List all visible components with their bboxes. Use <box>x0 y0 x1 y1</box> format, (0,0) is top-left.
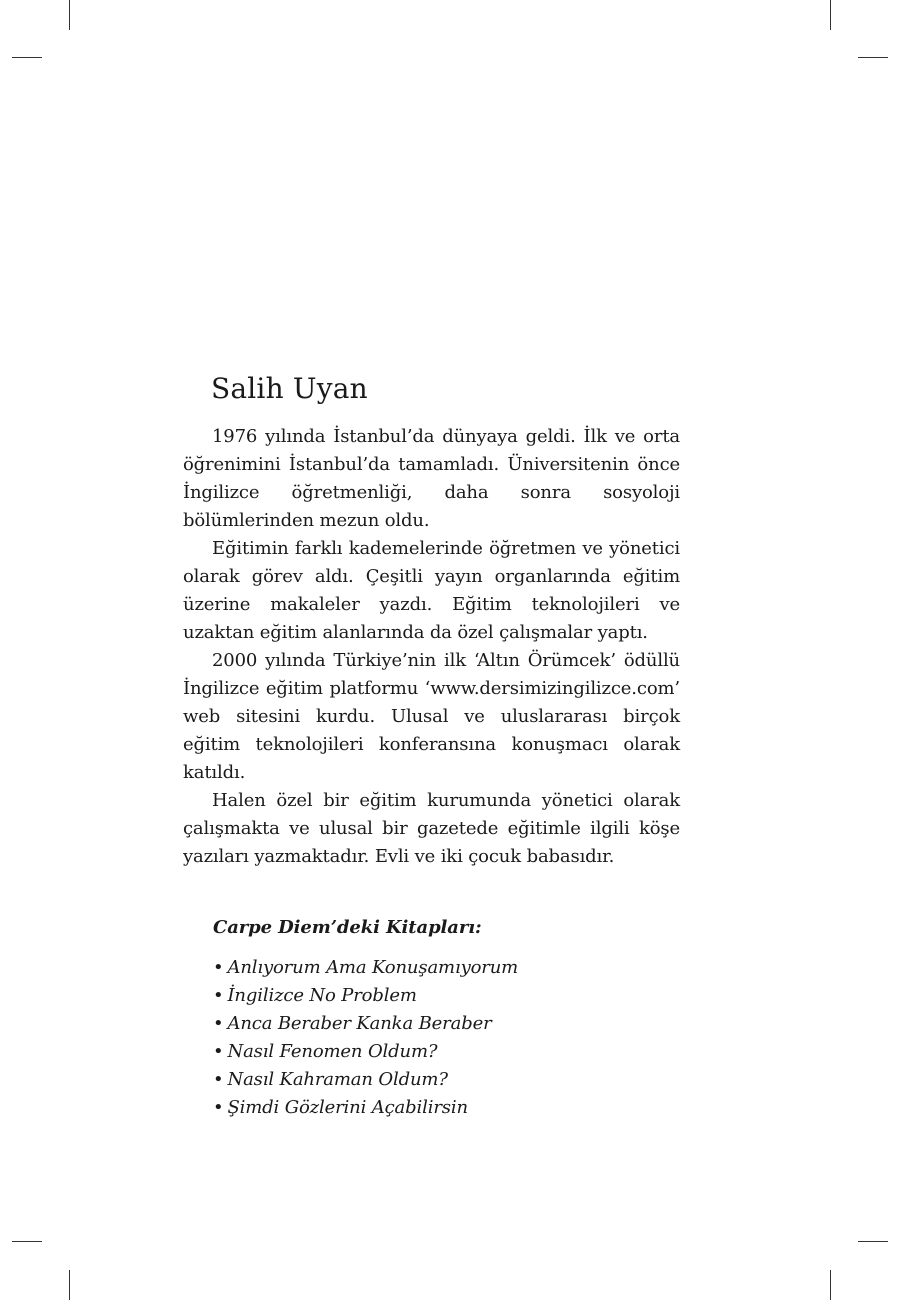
bullet-icon: • <box>213 985 224 1006</box>
book-title: Nasıl Kahraman Oldum? <box>227 1069 448 1090</box>
page-content <box>183 372 680 1122</box>
crop-mark-top-right <box>830 0 831 30</box>
book-list-item <box>213 1066 680 1094</box>
books-heading: Carpe Diem’deki Kitapları: <box>213 917 482 938</box>
book-list-item <box>213 982 680 1010</box>
book-list-item <box>213 1094 680 1122</box>
bullet-icon: • <box>213 1041 224 1062</box>
book-list <box>213 954 680 1122</box>
bio-paragraph: 2000 yılında Türkiye’nin ilk ‘Altın Örümcek’ ödüllü İngilizce eğitim platformu ‘www.dersimizingilizce.com’ web sitesini kurdu. Ulusal ve uluslararası birçok eğitim teknolojileri konferansına konuşmacı olarak katıldı. <box>183 650 680 783</box>
book-title: Anlıyorum Ama Konuşamıyorum <box>227 957 519 978</box>
crop-mark-bottom-right-h <box>858 1241 888 1242</box>
author-name: Salih Uyan <box>211 372 368 405</box>
crop-mark-bottom-right <box>830 1270 831 1300</box>
bullet-icon: • <box>213 957 224 978</box>
crop-mark-top-left-h <box>12 57 42 58</box>
crop-mark-top-right-h <box>858 57 888 58</box>
bio-paragraph: Halen özel bir eğitim kurumunda yönetici olarak çalışmakta ve ulusal bir gazetede eğitimle ilgili köşe yazıları yazmaktadır. Evli ve iki çocuk babasıdır. <box>183 790 680 867</box>
book-title: İngilizce No Problem <box>227 985 417 1006</box>
book-list-item <box>213 1010 680 1038</box>
bullet-icon: • <box>213 1097 224 1118</box>
book-list-item <box>213 954 680 982</box>
bio-paragraph: 1976 yılında İstanbul’da dünyaya geldi. İlk ve orta öğrenimini İstanbul’da tamamladı. Üniversitenin önce İngilizce öğretmenliği, daha sonra sosyoloji bölümlerinden mezun oldu. <box>183 426 680 531</box>
author-bio <box>183 423 680 871</box>
crop-mark-bottom-left <box>69 1270 70 1300</box>
crop-mark-bottom-left-h <box>12 1241 42 1242</box>
bullet-icon: • <box>213 1013 224 1034</box>
book-title: Nasıl Fenomen Oldum? <box>227 1041 438 1062</box>
bullet-icon: • <box>213 1069 224 1090</box>
book-title: Anca Beraber Kanka Beraber <box>227 1013 492 1034</box>
book-title: Şimdi Gözlerini Açabilirsin <box>227 1097 468 1118</box>
crop-mark-top-left <box>69 0 70 30</box>
bio-paragraph: Eğitimin farklı kademelerinde öğretmen ve yönetici olarak görev aldı. Çeşitli yayın organlarında eğitim üzerine makaleler yazdı. Eğitim teknolojileri ve uzaktan eğitim alanlarında da özel çalışmalar yaptı. <box>183 538 680 643</box>
book-list-item <box>213 1038 680 1066</box>
